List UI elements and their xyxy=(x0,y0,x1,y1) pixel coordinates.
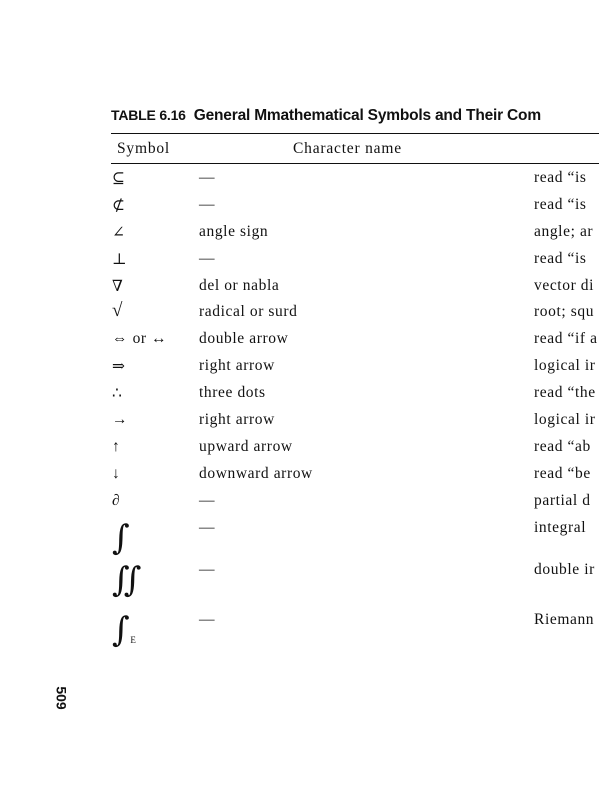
symbol-cell: ↓ xyxy=(112,465,121,482)
character-name-cell: — xyxy=(199,492,216,509)
character-name-cell: angle sign xyxy=(199,223,269,240)
meaning-cell: read “is xyxy=(534,169,587,186)
symbol-cell: ∠ xyxy=(112,224,126,241)
meaning-cell: read “is xyxy=(534,196,587,213)
character-name-cell: radical or surd xyxy=(199,303,298,320)
symbol-cell: ∫∫ xyxy=(112,560,136,600)
meaning-cell: double ir xyxy=(534,561,595,578)
meaning-cell: read “be xyxy=(534,465,591,482)
character-name-cell: del or nabla xyxy=(199,277,280,294)
meaning-cell: integral xyxy=(534,519,587,536)
character-name-cell: double arrow xyxy=(199,330,289,347)
symbol-cell: ⊥ xyxy=(112,251,128,268)
character-name-cell: — xyxy=(199,519,216,536)
meaning-cell: angle; ar xyxy=(534,223,594,240)
table-top-rule xyxy=(111,133,599,134)
meaning-cell: vector di xyxy=(534,277,595,294)
character-name-cell: — xyxy=(199,169,216,186)
character-name-cell: upward arrow xyxy=(199,438,293,455)
table-label: TABLE 6.16 xyxy=(111,107,186,123)
character-name-cell: — xyxy=(199,196,216,213)
symbol-cell: ⊄ xyxy=(112,197,126,214)
character-name-cell: right arrow xyxy=(199,411,275,428)
column-header-symbol: Symbol xyxy=(117,140,171,157)
symbol-cell: ∂ xyxy=(112,492,121,509)
symbol-cell: ∫ xyxy=(112,518,131,558)
table-title: General Mmathematical Symbols and Their Com xyxy=(193,107,541,124)
character-name-cell: downward arrow xyxy=(199,465,313,482)
character-name-cell: — xyxy=(199,250,216,267)
column-header-character-name: Character name xyxy=(293,140,402,157)
symbol-cell: ⊆ xyxy=(112,170,126,187)
meaning-cell: partial d xyxy=(534,492,591,509)
symbol-cell: ∴ xyxy=(112,385,123,402)
meaning-cell: read “the xyxy=(534,384,596,401)
symbol-cell: ⇔ or ↔ xyxy=(112,330,168,347)
meaning-cell: read “if a xyxy=(534,330,598,347)
character-name-cell: — xyxy=(199,611,216,628)
integral-sign: ∫ xyxy=(112,610,131,650)
meaning-cell: logical ir xyxy=(534,411,596,428)
symbol-cell xyxy=(112,610,136,650)
symbol-cell: √ xyxy=(112,300,124,321)
meaning-cell: Riemann xyxy=(534,611,595,628)
symbol-cell: → xyxy=(112,411,129,428)
meaning-cell: read “ab xyxy=(534,438,591,455)
table-header-rule xyxy=(111,163,599,164)
symbol-cell: ↑ xyxy=(112,438,121,455)
table-caption xyxy=(111,107,541,125)
page-number: 509 xyxy=(53,686,70,710)
symbol-cell: ⇒ xyxy=(112,358,126,375)
integral-subscript: E xyxy=(130,635,136,645)
character-name-cell: three dots xyxy=(199,384,266,401)
meaning-cell: read “is xyxy=(534,250,587,267)
meaning-cell: root; squ xyxy=(534,303,595,320)
symbol-cell: ∇ xyxy=(112,278,124,295)
character-name-cell: right arrow xyxy=(199,357,275,374)
character-name-cell: — xyxy=(199,561,216,578)
meaning-cell: logical ir xyxy=(534,357,596,374)
